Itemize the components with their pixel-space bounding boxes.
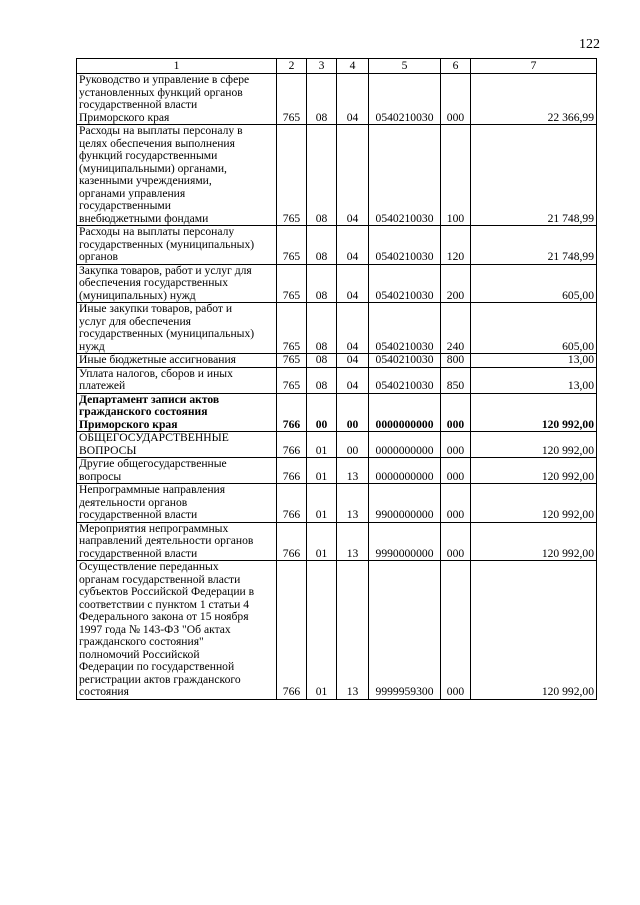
row-grbs-cell: 766	[277, 522, 307, 561]
column-header: 3	[307, 59, 337, 74]
table-row	[77, 393, 597, 432]
row-expense-type-cell: 000	[441, 432, 471, 458]
row-subsection-cell: 04	[337, 125, 369, 226]
row-subsection-cell: 13	[337, 484, 369, 523]
row-expense-type-cell: 240	[441, 303, 471, 354]
row-amount-cell: 605,00	[471, 303, 597, 354]
row-grbs-cell: 766	[277, 484, 307, 523]
row-subsection-cell: 00	[337, 432, 369, 458]
row-grbs-cell: 765	[277, 367, 307, 393]
row-section-cell: 08	[307, 354, 337, 368]
table-row	[77, 125, 597, 226]
table-row	[77, 264, 597, 303]
table-row	[77, 484, 597, 523]
row-section-cell: 08	[307, 226, 337, 265]
table-row	[77, 432, 597, 458]
row-target-article-cell: 9999959300	[369, 561, 441, 700]
row-grbs-cell: 765	[277, 125, 307, 226]
row-expense-type-cell: 200	[441, 264, 471, 303]
row-target-article-cell: 0540210030	[369, 367, 441, 393]
row-subsection-cell: 04	[337, 264, 369, 303]
row-target-article-cell: 0540210030	[369, 264, 441, 303]
row-name-cell: Расходы на выплаты персоналу в целях обеспечения выполнения функций государственными (муниципальными) органами, казенными учреждениями, органами управления государственными внебюджетными фондами	[77, 125, 277, 226]
row-name-cell: Уплата налогов, сборов и иных платежей	[77, 367, 277, 393]
column-header: 5	[369, 59, 441, 74]
row-amount-cell: 13,00	[471, 367, 597, 393]
row-target-article-cell: 0000000000	[369, 432, 441, 458]
table-row	[77, 74, 597, 125]
row-expense-type-cell: 000	[441, 74, 471, 125]
row-name-cell: ОБЩЕГОСУДАРСТВЕННЫЕ ВОПРОСЫ	[77, 432, 277, 458]
row-target-article-cell: 0540210030	[369, 303, 441, 354]
row-grbs-cell: 766	[277, 458, 307, 484]
row-expense-type-cell: 000	[441, 561, 471, 700]
row-section-cell: 08	[307, 74, 337, 125]
row-amount-cell: 21 748,99	[471, 125, 597, 226]
column-header: 2	[277, 59, 307, 74]
row-section-cell: 08	[307, 125, 337, 226]
row-name-cell: Расходы на выплаты персоналу государственных (муниципальных) органов	[77, 226, 277, 265]
row-name-cell: Мероприятия непрограммных направлений деятельности органов государственной власти	[77, 522, 277, 561]
column-header: 4	[337, 59, 369, 74]
row-target-article-cell: 0540210030	[369, 125, 441, 226]
row-section-cell: 01	[307, 458, 337, 484]
row-expense-type-cell: 850	[441, 367, 471, 393]
row-section-cell: 00	[307, 393, 337, 432]
table-row	[77, 303, 597, 354]
row-target-article-cell: 9990000000	[369, 522, 441, 561]
row-amount-cell: 120 992,00	[471, 561, 597, 700]
row-subsection-cell: 00	[337, 393, 369, 432]
table-row	[77, 354, 597, 368]
row-expense-type-cell: 800	[441, 354, 471, 368]
table-row	[77, 522, 597, 561]
table-row	[77, 367, 597, 393]
row-target-article-cell: 0540210030	[369, 226, 441, 265]
row-expense-type-cell: 120	[441, 226, 471, 265]
row-expense-type-cell: 000	[441, 393, 471, 432]
row-target-article-cell: 9900000000	[369, 484, 441, 523]
budget-table	[76, 58, 597, 700]
row-subsection-cell: 04	[337, 354, 369, 368]
row-section-cell: 01	[307, 522, 337, 561]
row-amount-cell: 120 992,00	[471, 484, 597, 523]
row-amount-cell: 120 992,00	[471, 522, 597, 561]
row-subsection-cell: 13	[337, 561, 369, 700]
column-header: 6	[441, 59, 471, 74]
row-expense-type-cell: 000	[441, 522, 471, 561]
row-subsection-cell: 04	[337, 367, 369, 393]
row-subsection-cell: 13	[337, 458, 369, 484]
row-grbs-cell: 765	[277, 226, 307, 265]
row-section-cell: 01	[307, 561, 337, 700]
row-section-cell: 08	[307, 367, 337, 393]
row-section-cell: 01	[307, 484, 337, 523]
table-row	[77, 226, 597, 265]
row-amount-cell: 120 992,00	[471, 393, 597, 432]
row-section-cell: 01	[307, 432, 337, 458]
row-grbs-cell: 766	[277, 432, 307, 458]
row-amount-cell: 22 366,99	[471, 74, 597, 125]
row-section-cell: 08	[307, 303, 337, 354]
row-expense-type-cell: 000	[441, 484, 471, 523]
row-subsection-cell: 04	[337, 226, 369, 265]
row-grbs-cell: 765	[277, 264, 307, 303]
row-target-article-cell: 0540210030	[369, 354, 441, 368]
row-grbs-cell: 765	[277, 354, 307, 368]
row-grbs-cell: 765	[277, 74, 307, 125]
row-name-cell: Руководство и управление в сфере установленных функций органов государственной власти Приморского края	[77, 74, 277, 125]
row-name-cell: Департамент записи актов гражданского состояния Приморского края	[77, 393, 277, 432]
row-amount-cell: 120 992,00	[471, 458, 597, 484]
row-name-cell: Осуществление переданных органам государственной власти субъектов Российской Федерации в соответствии с пунктом 1 статьи 4 Федерального закона от 15 ноября 1997 года № 143-ФЗ "Об актах гражданского состояния" полномочий Российской Федерации по государственной регистрации актов гражданского состояния	[77, 561, 277, 700]
row-name-cell: Иные закупки товаров, работ и услуг для обеспечения государственных (муниципальных) нужд	[77, 303, 277, 354]
row-expense-type-cell: 000	[441, 458, 471, 484]
row-amount-cell: 21 748,99	[471, 226, 597, 265]
row-name-cell: Непрограммные направления деятельности органов государственной власти	[77, 484, 277, 523]
column-header: 1	[77, 59, 277, 74]
row-grbs-cell: 766	[277, 561, 307, 700]
row-name-cell: Закупка товаров, работ и услуг для обеспечения государственных (муниципальных) нужд	[77, 264, 277, 303]
row-grbs-cell: 765	[277, 303, 307, 354]
table-header-row	[77, 59, 597, 74]
row-name-cell: Иные бюджетные ассигнования	[77, 354, 277, 368]
column-header: 7	[471, 59, 597, 74]
row-subsection-cell: 04	[337, 303, 369, 354]
row-grbs-cell: 766	[277, 393, 307, 432]
row-expense-type-cell: 100	[441, 125, 471, 226]
table-row	[77, 561, 597, 700]
row-subsection-cell: 04	[337, 74, 369, 125]
page-number: 122	[579, 37, 600, 52]
row-amount-cell: 605,00	[471, 264, 597, 303]
row-target-article-cell: 0000000000	[369, 458, 441, 484]
row-amount-cell: 120 992,00	[471, 432, 597, 458]
row-subsection-cell: 13	[337, 522, 369, 561]
row-name-cell: Другие общегосударственные вопросы	[77, 458, 277, 484]
row-amount-cell: 13,00	[471, 354, 597, 368]
row-target-article-cell: 0000000000	[369, 393, 441, 432]
table-row	[77, 458, 597, 484]
row-target-article-cell: 0540210030	[369, 74, 441, 125]
row-section-cell: 08	[307, 264, 337, 303]
